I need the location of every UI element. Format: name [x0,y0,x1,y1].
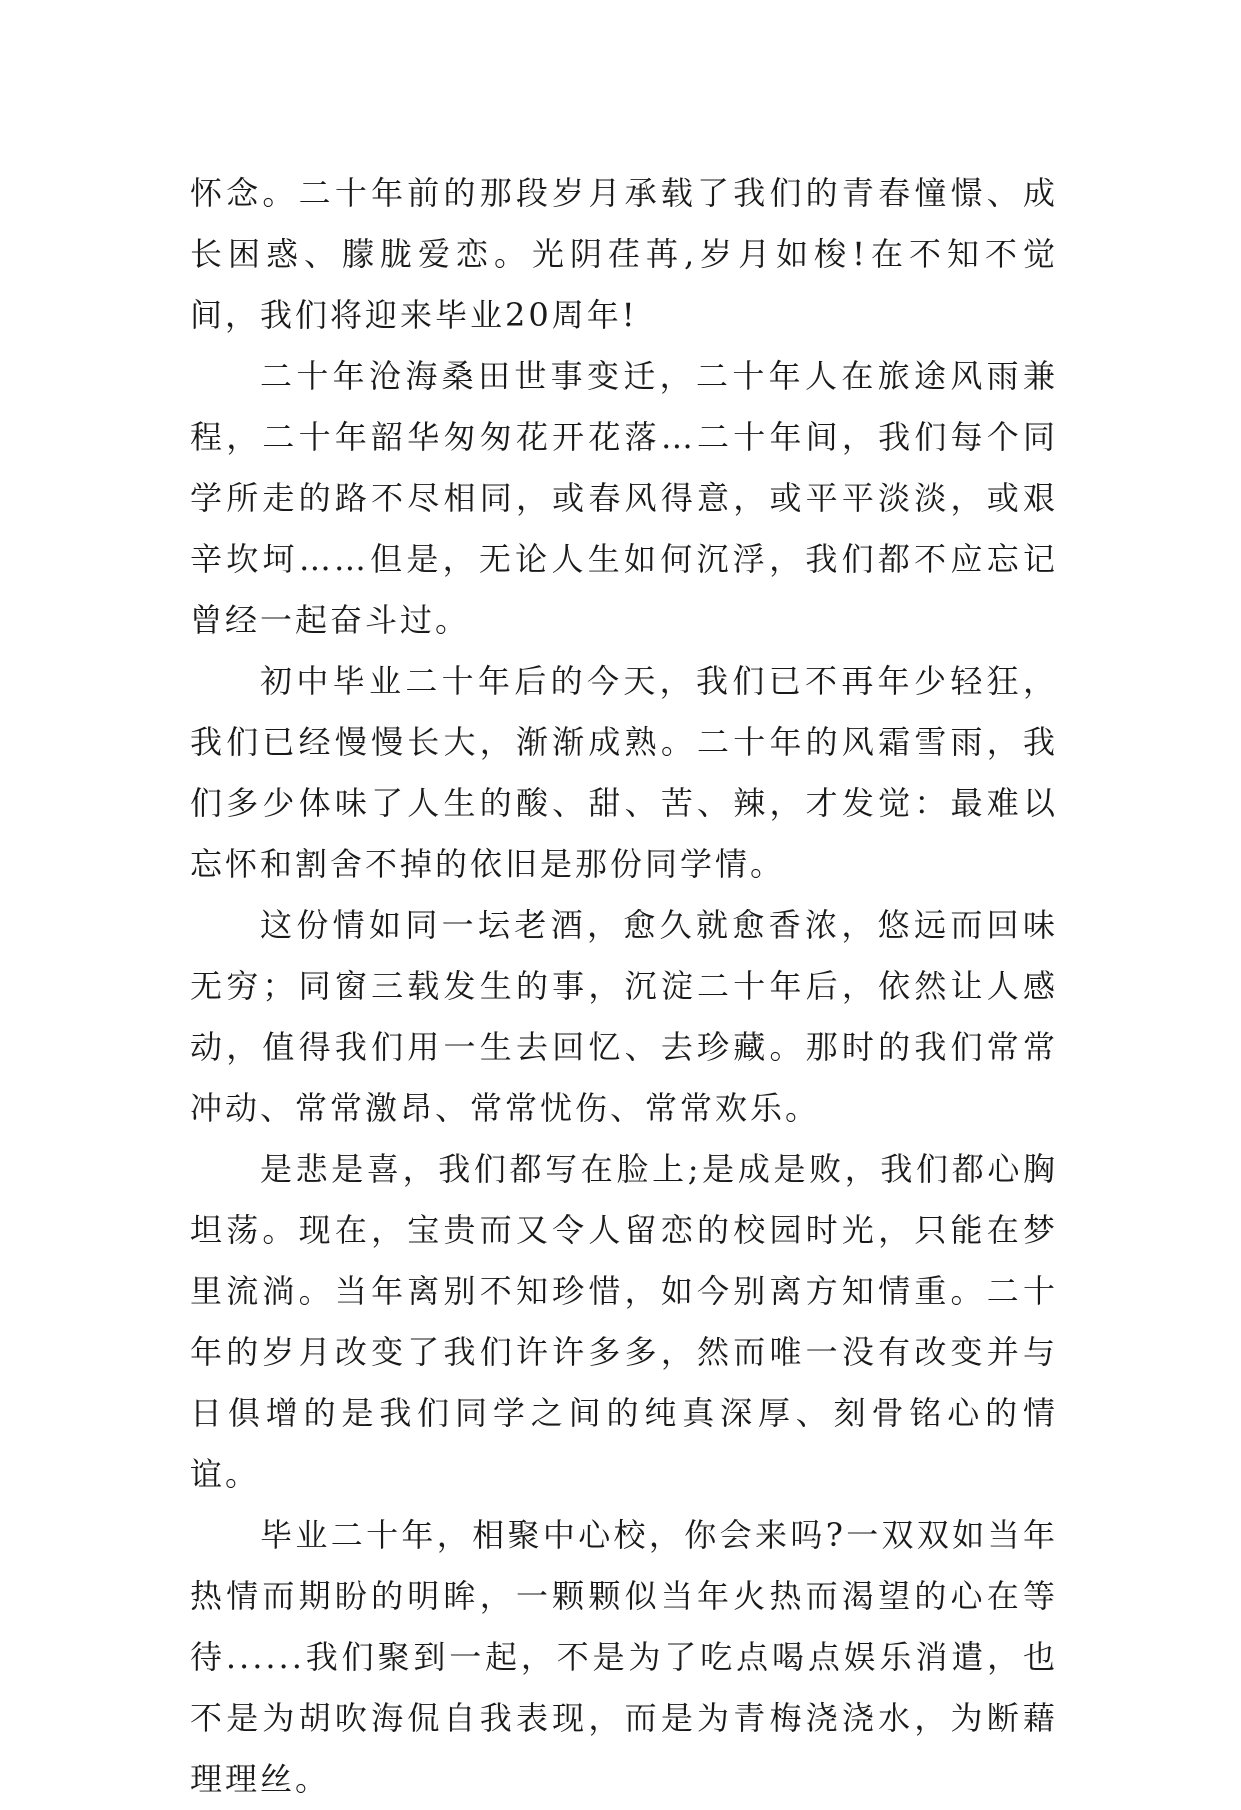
paragraph-2: 二十年沧海桑田世事变迁，二十年人在旅途风雨兼程，二十年韶华匆匆花开花落…二十年间，我们每个同学所走的路不尽相同，或春风得意，或平平淡淡，或艰辛坎坷……但是，无论人生如何沉浮，我们都不应忘记曾经一起奋斗过。 [190,357,1058,639]
paragraph-4: 这份情如同一坛老酒，愈久就愈香浓，悠远而回味无穷；同窗三载发生的事，沉淀二十年后，依然让人感动，值得我们用一生去回忆、去珍藏。那时的我们常常冲动、常常激昂、常常忧伤、常常欢乐。 [190,906,1058,1127]
paragraph-3: 初中毕业二十年后的今天，我们已不再年少轻狂，我们已经慢慢长大，渐渐成熟。二十年的风霜雪雨，我们多少体味了人生的酸、甜、苦、辣，才发觉：最难以忘怀和割舍不掉的依旧是那份同学情。 [190,662,1058,883]
paragraph-5: 是悲是喜，我们都写在脸上;是成是败，我们都心胸坦荡。现在，宝贵而又令人留恋的校园时光，只能在梦里流淌。当年离别不知珍惜，如今别离方知情重。二十年的岁月改变了我们许许多多，然而唯一没有改变并与日俱增的是我们同学之间的纯真深厚、刻骨铭心的情谊。 [190,1150,1058,1493]
paragraph-1: 怀念。二十年前的那段岁月承载了我们的青春憧憬、成长困惑、朦胧爱恋。光阴荏苒,岁月如梭!在不知不觉间，我们将迎来毕业20周年! [190,174,1058,334]
document-body [190,163,1058,1810]
paragraph-6: 毕业二十年，相聚中心校，你会来吗?一双双如当年热情而期盼的明眸，一颗颗似当年火热而渴望的心在等待......我们聚到一起，不是为了吃点喝点娱乐消遣，也不是为胡吹海侃自我表现，而是为青梅浇浇水，为断藉理理丝。 [190,1516,1058,1798]
